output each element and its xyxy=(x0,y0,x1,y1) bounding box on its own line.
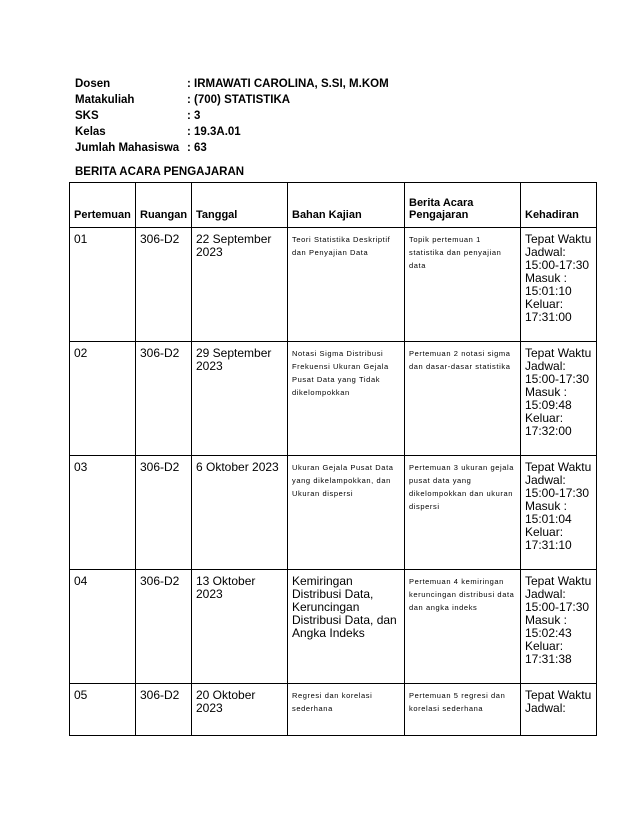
cell-kehadiran: Tepat Waktu Jadwal: 15:00-17:30 Masuk : 15:01:10 Keluar: 17:31:00 xyxy=(521,228,597,342)
cell-tanggal: 20 Oktober 2023 xyxy=(192,684,288,736)
cell-ruangan: 306-D2 xyxy=(136,684,192,736)
cell-berita-acara: Pertemuan 3 ukuran gejala pusat data yang dikelompokkan dan ukuran dispersi xyxy=(405,456,521,570)
cell-berita-acara: Pertemuan 4 kemiringan keruncingan distribusi data dan angka indeks xyxy=(405,570,521,684)
info-value: : 3 xyxy=(187,110,201,122)
cell-kehadiran: Tepat Waktu Jadwal: 15:00-17:30 Masuk : 15:01:04 Keluar: 17:31:10 xyxy=(521,456,597,570)
table-row xyxy=(70,570,597,684)
col-header-bahan-kajian: Bahan Kajian xyxy=(288,183,405,228)
info-matakuliah xyxy=(75,92,389,108)
cell-kehadiran: Tepat Waktu Jadwal: 15:00-17:30 Masuk : 15:09:48 Keluar: 17:32:00 xyxy=(521,342,597,456)
cell-ruangan: 306-D2 xyxy=(136,342,192,456)
info-jumlah-mahasiswa xyxy=(75,140,389,156)
cell-ruangan: 306-D2 xyxy=(136,228,192,342)
col-header-pertemuan: Pertemuan xyxy=(70,183,136,228)
course-info xyxy=(75,76,389,156)
cell-bahan-kajian: Kemiringan Distribusi Data, Keruncingan Distribusi Data, dan Angka Indeks xyxy=(288,570,405,684)
info-value: : 19.3A.01 xyxy=(187,126,241,138)
cell-pertemuan: 01 xyxy=(70,228,136,342)
table-header-row xyxy=(70,183,597,228)
cell-tanggal: 6 Oktober 2023 xyxy=(192,456,288,570)
info-label: Dosen xyxy=(75,78,111,90)
info-value: : IRMAWATI CAROLINA, S.SI, M.KOM xyxy=(187,78,389,90)
cell-pertemuan: 03 xyxy=(70,456,136,570)
section-title: BERITA ACARA PENGAJARAN xyxy=(75,166,245,178)
table-row xyxy=(70,456,597,570)
cell-bahan-kajian: Notasi Sigma Distribusi Frekuensi Ukuran Gejala Pusat Data yang Tidak dikelompokkan xyxy=(288,342,405,456)
cell-pertemuan: 02 xyxy=(70,342,136,456)
info-kelas xyxy=(75,124,389,140)
info-label: Jumlah Mahasiswa xyxy=(75,142,180,154)
info-value: : 63 xyxy=(187,142,207,154)
info-dosen xyxy=(75,76,389,92)
table-row xyxy=(70,684,597,736)
table-row xyxy=(70,228,597,342)
cell-ruangan: 306-D2 xyxy=(136,456,192,570)
cell-tanggal: 22 September 2023 xyxy=(192,228,288,342)
info-label: Kelas xyxy=(75,126,106,138)
cell-berita-acara: Pertemuan 5 regresi dan korelasi sederhana xyxy=(405,684,521,736)
cell-berita-acara: Pertemuan 2 notasi sigma dan dasar-dasar statistika xyxy=(405,342,521,456)
cell-kehadiran: Tepat Waktu Jadwal: xyxy=(521,684,597,736)
cell-bahan-kajian: Ukuran Gejala Pusat Data yang dikelampokkan, dan Ukuran dispersi xyxy=(288,456,405,570)
info-value: : (700) STATISTIKA xyxy=(187,94,291,106)
cell-tanggal: 13 Oktober 2023 xyxy=(192,570,288,684)
col-header-berita-acara: Berita Acara Pengajaran xyxy=(405,183,521,228)
cell-bahan-kajian: Teori Statistika Deskriptif dan Penyajian Data xyxy=(288,228,405,342)
cell-pertemuan: 04 xyxy=(70,570,136,684)
cell-ruangan: 306-D2 xyxy=(136,570,192,684)
cell-pertemuan: 05 xyxy=(70,684,136,736)
col-header-tanggal: Tanggal xyxy=(192,183,288,228)
cell-bahan-kajian: Regresi dan korelasi sederhana xyxy=(288,684,405,736)
info-sks xyxy=(75,108,389,124)
cell-kehadiran: Tepat Waktu Jadwal: 15:00-17:30 Masuk : 15:02:43 Keluar: 17:31:38 xyxy=(521,570,597,684)
teaching-record-table xyxy=(69,182,597,736)
col-header-kehadiran: Kehadiran xyxy=(521,183,597,228)
info-label: Matakuliah xyxy=(75,94,135,106)
info-label: SKS xyxy=(75,110,99,122)
cell-berita-acara: Topik pertemuan 1 statistika dan penyajian data xyxy=(405,228,521,342)
col-header-ruangan: Ruangan xyxy=(136,183,192,228)
cell-tanggal: 29 September 2023 xyxy=(192,342,288,456)
table-row xyxy=(70,342,597,456)
